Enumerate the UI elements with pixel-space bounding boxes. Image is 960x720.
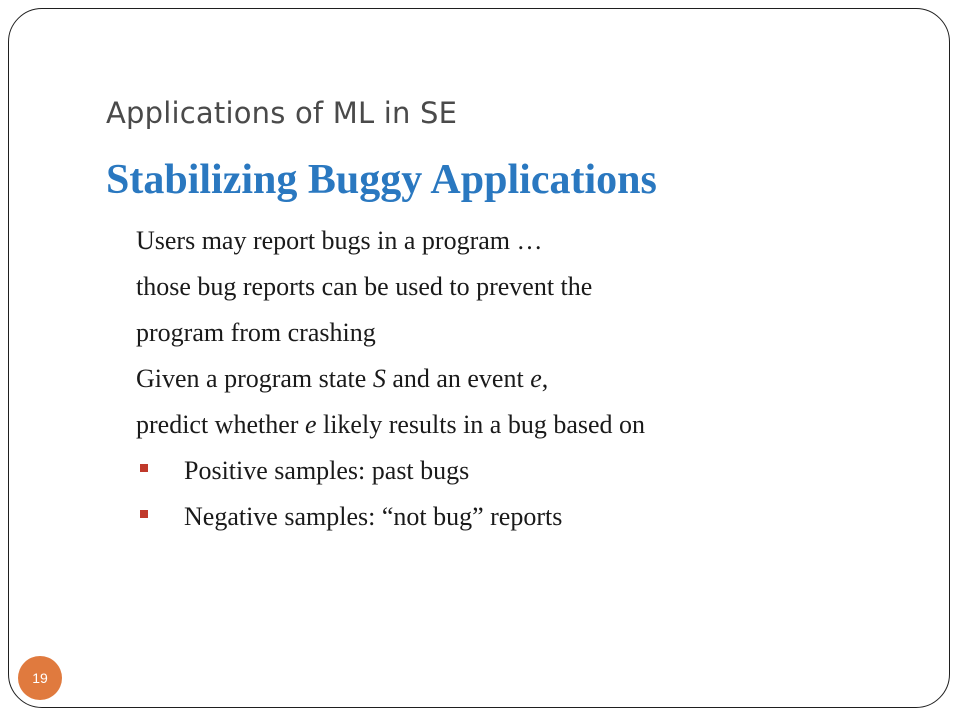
slide-number: 19 <box>32 670 48 686</box>
variable-s: S <box>372 364 386 393</box>
body-line-3: program from crashing <box>136 318 376 347</box>
bullet-item <box>136 448 645 494</box>
body-line-5-prefix: predict whether <box>136 410 305 439</box>
bullet-item <box>136 494 645 540</box>
body-line-1: Users may report bugs in a program … <box>136 226 543 255</box>
body-line-2: those bug reports can be used to prevent the <box>136 272 593 301</box>
square-bullet-icon <box>140 510 148 518</box>
bullet-text: Negative samples: “not bug” reports <box>184 502 563 531</box>
body-line-4-suffix: , <box>541 364 549 393</box>
slide-body <box>136 218 645 540</box>
body-line-4 <box>136 356 645 402</box>
body-line-5-suffix: likely results in a bug based on <box>316 410 646 439</box>
variable-e-2: e <box>304 410 317 439</box>
slide-number-badge <box>18 656 62 700</box>
body-line-5 <box>136 402 645 448</box>
variable-e: e <box>530 364 542 393</box>
slide-subtitle: Stabilizing Buggy Applications <box>106 157 657 203</box>
body-line-4-mid: and an event <box>385 364 531 393</box>
slide-title: Applications of ML in SE <box>106 96 458 130</box>
bullet-text: Positive samples: past bugs <box>184 456 470 485</box>
square-bullet-icon <box>140 464 148 472</box>
body-line-4-prefix: Given a program state <box>136 364 373 393</box>
